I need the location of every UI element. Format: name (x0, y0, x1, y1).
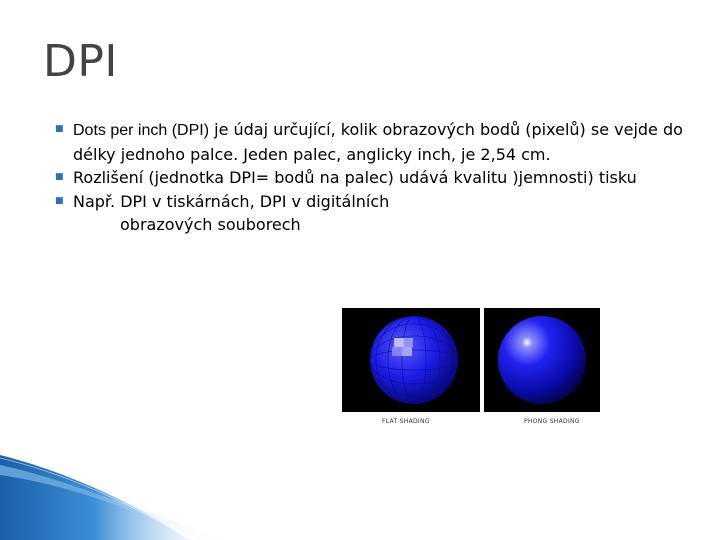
bullet-text: Rozlišení (jednotka DPI= bodů na palec) udává kvalitu )jemnosti) tisku (73, 168, 637, 187)
shading-comparison-image (342, 308, 600, 430)
slide-title: DPI (43, 36, 118, 87)
bullet-text: je údaj určující, kolik obrazových bodů (pixelů) se vejde do délky jednoho palce. Jeden palec, anglicky inch, je 2,54 cm. (73, 120, 683, 164)
flat-shading-panel (342, 308, 480, 412)
flat-shading-caption: FLAT SHADING (382, 418, 430, 425)
bullet-item-examples (45, 190, 695, 237)
bullet-continuation: obrazových souborech (120, 215, 301, 234)
square-bullet-icon: ■ (55, 195, 64, 206)
bullet-list (45, 118, 695, 237)
phong-shaded-sphere (484, 308, 600, 412)
square-bullet-icon: ■ (55, 172, 64, 182)
bullet-text: Např. DPI v tiskárnách, DPI v digitálních (73, 191, 390, 211)
corner-wave-decoration (0, 440, 300, 540)
flat-shaded-sphere (342, 308, 480, 412)
phong-shading-panel (484, 308, 600, 412)
square-bullet-icon: ■ (55, 124, 64, 134)
bullet-item-dpi-definition (45, 118, 695, 166)
phong-shading-caption: PHONG SHADING (524, 418, 580, 425)
bullet-lead: Dots per inch (DPI) (73, 122, 210, 139)
bullet-item-resolution (45, 166, 695, 190)
